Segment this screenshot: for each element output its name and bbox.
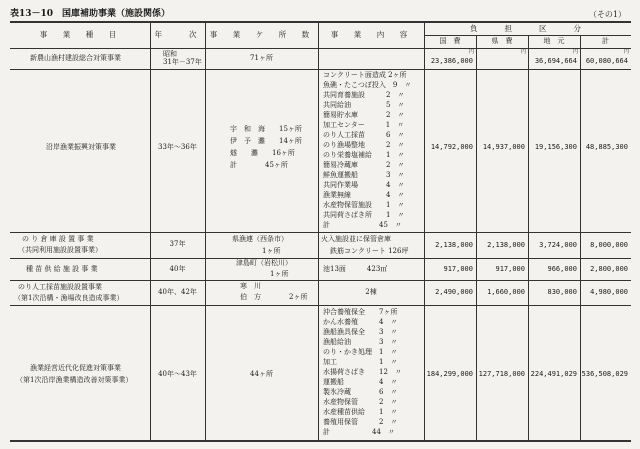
content-line: 池13面 423㎡ <box>323 265 388 273</box>
national-amount: 184,299,000 <box>426 370 473 378</box>
local-amount: 19,156,300 <box>534 143 577 151</box>
place-line: 1ヶ所 <box>270 270 289 278</box>
unit-mark: 円 <box>572 49 578 55</box>
content-line: 漁船給油 3 〃 <box>323 338 398 346</box>
page-title: 表13－10 国庫補助事業（施設関係） <box>10 9 171 19</box>
project-subtitle: （第1次沿岸漁業構造改善対策事業） <box>16 376 133 384</box>
local-amount: 36,694,664 <box>534 57 577 65</box>
row-rule <box>10 232 631 233</box>
content-line: 水産物保管 2 〃 <box>323 398 398 406</box>
content-line: 計 45 〃 <box>323 221 402 229</box>
column-rule <box>580 35 581 440</box>
place-line: 燧 灘 16ヶ所 <box>230 149 295 157</box>
project-name: の り 倉 庫 設 置 事 業 <box>22 235 94 243</box>
year-range: 31年－37年 <box>163 58 202 66</box>
total-amount: 60,080,664 <box>585 57 628 65</box>
content-line: 漁船漁具保全 3 〃 <box>323 328 398 336</box>
place-line: 寒 川 <box>240 282 261 290</box>
place-line: 伯 方 2ヶ所 <box>240 293 308 301</box>
content-line: 鉄筋コンクリート 126坪 <box>330 247 409 255</box>
content-line: 共同育養施設 2 〃 <box>323 91 405 99</box>
row-rule <box>10 69 631 70</box>
content-line: 共同荷さばき所 1 〃 <box>323 211 405 219</box>
prefectural-amount: 14,937,000 <box>482 143 525 151</box>
project-subtitle: （第1次沿構・漁場改良造成事業） <box>14 294 124 302</box>
prefectural-amount: 1,660,000 <box>487 288 525 296</box>
year-range: 37年 <box>169 240 186 248</box>
column-rule <box>528 35 529 440</box>
project-name: 新農山漁村建設総合対策事業 <box>30 54 121 62</box>
row-rule <box>10 305 631 306</box>
year-range: 40年、42年 <box>158 288 197 296</box>
header-burden: 負 担 区 分 <box>470 24 585 33</box>
content-line: 簡易貯水庫 2 〃 <box>323 111 405 119</box>
total-amount: 2,800,000 <box>590 265 628 273</box>
place-line: 1ヶ所 <box>262 247 281 255</box>
project-name: のり人工採苗施設設置事業 <box>18 283 102 291</box>
national-amount: 917,000 <box>443 265 473 273</box>
header-places: 事 業 ケ 所 数 <box>209 30 314 39</box>
total-amount: 48,885,300 <box>585 143 628 151</box>
header-prefectural: 県 費 <box>491 37 513 45</box>
content-line: 火入施設並に保管倉庫 <box>321 235 391 243</box>
unit-mark: 円 <box>468 49 474 55</box>
total-amount: 536,508,029 <box>581 370 628 378</box>
total-amount: 8,000,000 <box>590 241 628 249</box>
content-line: 製氷冷蔵 6 〃 <box>323 388 398 396</box>
year-range: 昭和 <box>163 50 177 58</box>
content-line: のり栄養塩補給 1 〃 <box>323 151 405 159</box>
content-line: 2棟 <box>365 288 377 296</box>
local-amount: 830,000 <box>547 288 577 296</box>
unit-mark: 円 <box>520 49 526 55</box>
table-bottom-rule <box>10 440 631 442</box>
content-line: のり・かき処理 1 〃 <box>323 348 398 356</box>
content-line: のり漁場整地 2 〃 <box>323 141 405 149</box>
content-line: 加工センター 1 〃 <box>323 121 405 129</box>
content-line: 加工 1 〃 <box>323 358 398 366</box>
row-rule <box>10 280 631 281</box>
content-line: 漁業無線 4 〃 <box>323 191 405 199</box>
header-years: 年 次 <box>154 30 201 39</box>
place-line: 津島町（岩松川） <box>236 259 292 267</box>
national-amount: 23,386,000 <box>430 57 473 65</box>
year-range: 33年～36年 <box>158 143 197 151</box>
project-name: 沿岸漁業振興対策事業 <box>46 143 116 151</box>
project-name: 漁業経営近代化促進対策事業 <box>30 364 121 372</box>
content-line: 共同給油 5 〃 <box>323 101 405 109</box>
header-project: 事 業 種 目 <box>39 30 121 39</box>
place-line: 宇 和 海 15ヶ所 <box>230 125 302 133</box>
row-rule <box>10 258 631 259</box>
place-count: 71ヶ所 <box>250 54 273 62</box>
year-range: 40年 <box>169 265 186 273</box>
content-line: 共同作業場 4 〃 <box>323 181 405 189</box>
column-rule <box>318 21 319 440</box>
prefectural-amount: 127,718,000 <box>478 370 525 378</box>
header-national: 国 費 <box>439 37 461 45</box>
year-range: 40年～43年 <box>158 370 197 378</box>
header-bottom-rule <box>10 48 631 49</box>
content-line: 鮮魚運搬船 3 〃 <box>323 171 405 179</box>
content-line: 沖合養殖保全 7ヶ所 <box>323 308 398 316</box>
header-total: 計 <box>602 37 609 45</box>
content-line: 魚礁・たこつぼ投入 9 〃 <box>323 81 412 89</box>
content-line: 運搬船 4 〃 <box>323 378 398 386</box>
header-local: 地 元 <box>543 37 565 45</box>
project-subtitle: （共同利用施設設置事業） <box>18 246 102 254</box>
place-line: 伊 予 灘 14ヶ所 <box>230 137 302 145</box>
place-line: 計 45ヶ所 <box>230 161 288 169</box>
local-amount: 224,491,029 <box>530 370 577 378</box>
local-amount: 966,000 <box>547 265 577 273</box>
prefectural-amount: 917,000 <box>495 265 525 273</box>
prefectural-amount: 2,138,000 <box>487 241 525 249</box>
column-rule <box>476 35 477 440</box>
total-amount: 4,980,000 <box>590 288 628 296</box>
content-line: 計 44 〃 <box>323 428 395 436</box>
content-line: のり人工採苗 6 〃 <box>323 131 405 139</box>
unit-mark: 円 <box>623 49 629 55</box>
place-count: 44ヶ所 <box>250 370 273 378</box>
content-line: 水揚荷さばき 12 〃 <box>323 368 402 376</box>
content-line: コンクリート面造成 2ヶ所 <box>323 71 407 79</box>
page-label: （その1） <box>588 10 626 19</box>
national-amount: 2,490,000 <box>435 288 473 296</box>
header-content: 事 業 内 容 <box>330 30 412 39</box>
content-line: 水産種苗供給 1 〃 <box>323 408 398 416</box>
content-line: 養殖用保管 2 〃 <box>323 418 398 426</box>
local-amount: 3,724,000 <box>539 241 577 249</box>
national-amount: 14,792,000 <box>430 143 473 151</box>
content-line: かん水養殖 4 〃 <box>323 318 398 326</box>
table-top-rule <box>10 21 631 23</box>
content-line: 簡易冷蔵庫 2 〃 <box>323 161 405 169</box>
project-name: 種 苗 供 給 施 設 事 業 <box>26 265 98 273</box>
national-amount: 2,138,000 <box>435 241 473 249</box>
place-line: 県漁連（西条市） <box>232 235 288 243</box>
content-line: 水産物保管施設 1 〃 <box>323 201 405 209</box>
